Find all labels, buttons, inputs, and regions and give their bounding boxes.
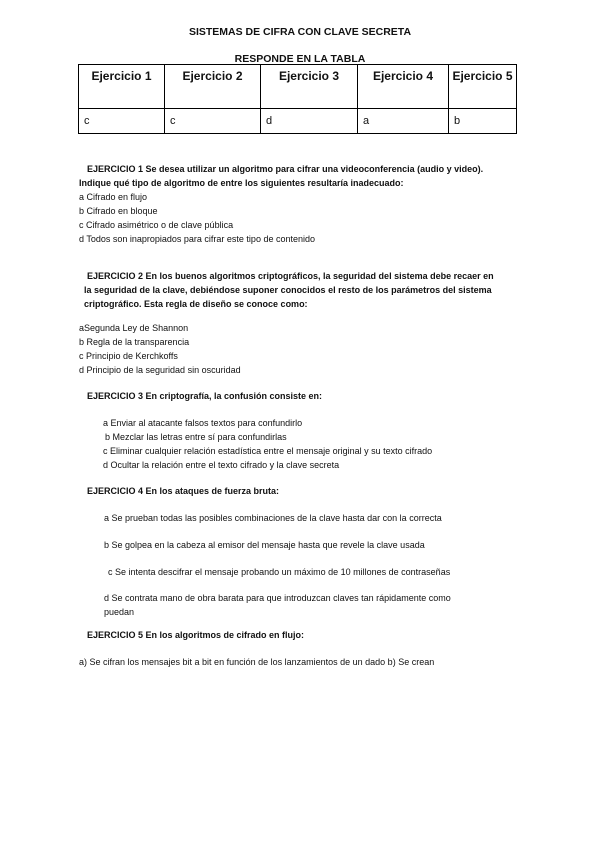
exercise-1-option-d: d Todos son inapropiados para cifrar este tipo de contenido [79, 234, 315, 244]
exercise-2-option-a: aSegunda Ley de Shannon [79, 323, 189, 333]
table-answer-row [79, 109, 517, 134]
exercise-4-option-c: c Se intenta descifrar el mensaje probando un máximo de 10 millones de contraseñas [108, 567, 451, 577]
exercise-2-option-c: c Principio de Kerchkoffs [79, 351, 178, 361]
header-ejercicio-5: Ejercicio 5 [449, 65, 517, 109]
answer-ejercicio-1[interactable]: c [79, 109, 165, 134]
answer-ejercicio-2[interactable]: c [165, 109, 261, 134]
exercise-2-question-line-1: EJERCICIO 2 En los buenos algoritmos criptográficos, la seguridad del sistema debe recaer en [87, 271, 494, 281]
header-ejercicio-4: Ejercicio 4 [358, 65, 449, 109]
exercise-1-question-line-1: EJERCICIO 1 Se desea utilizar un algoritmo para cifrar una videoconferencia (audio y video). [87, 164, 484, 174]
exercise-5-question: EJERCICIO 5 En los algoritmos de cifrado en flujo: [87, 630, 305, 640]
exercise-3-question: EJERCICIO 3 En criptografía, la confusión consiste en: [87, 391, 323, 401]
answer-ejercicio-5[interactable]: b [449, 109, 517, 134]
exercise-3-option-c: c Eliminar cualquier relación estadística entre el mensaje original y su texto cifrado [103, 446, 433, 456]
exercise-1-option-a: a Cifrado en flujo [79, 192, 148, 202]
exercise-4-option-d-line-1: d Se contrata mano de obra barata para que introduzcan claves tan rápidamente como [104, 593, 451, 603]
header-ejercicio-2: Ejercicio 2 [165, 65, 261, 109]
exercise-2-question-line-2: la seguridad de la clave, debiéndose suponer conocidos el resto de los parámetros del sistema [84, 285, 492, 295]
header-ejercicio-1: Ejercicio 1 [79, 65, 165, 109]
exercise-4-option-b: b Se golpea en la cabeza al emisor del mensaje hasta que revele la clave usada [104, 540, 425, 550]
exercise-4-option-a: a Se prueban todas las posibles combinaciones de la clave hasta dar con la correcta [104, 513, 442, 523]
header-ejercicio-3: Ejercicio 3 [261, 65, 358, 109]
exercise-2-question-line-3: criptográfico. Esta regla de diseño se conoce como: [84, 299, 308, 309]
exercise-2-option-d: d Principio de la seguridad sin oscuridad [79, 365, 241, 375]
exercise-4-question: EJERCICIO 4 En los ataques de fuerza bruta: [87, 486, 280, 496]
exercise-3-option-a: a Enviar al atacante falsos textos para confundirlo [103, 418, 303, 428]
exercise-2-option-b: b Regla de la transparencia [79, 337, 190, 347]
exercise-1-option-b: b Cifrado en bloque [79, 206, 158, 216]
table-header-row [79, 65, 517, 109]
table-instruction: RESPONDE EN LA TABLA [234, 53, 366, 65]
answer-ejercicio-4[interactable]: a [358, 109, 449, 134]
document-title: SISTEMAS DE CIFRA CON CLAVE SECRETA [188, 26, 412, 38]
exercise-1-option-c: c Cifrado asimétrico o de clave pública [79, 220, 234, 230]
exercise-1-question-line-2: Indique qué tipo de algoritmo de entre los siguientes resultaría inadecuado: [79, 178, 404, 188]
answer-ejercicio-3[interactable]: d [261, 109, 358, 134]
exercise-4-option-d-line-2: puedan [104, 607, 135, 617]
exercise-3-option-b: b Mezclar las letras entre sí para confundirlas [105, 432, 287, 442]
exercise-5-option-a: a) Se cifran los mensajes bit a bit en función de los lanzamientos de un dado b) Se crean [79, 657, 435, 667]
answers-table [78, 64, 517, 134]
exercise-3-option-d: d Ocultar la relación entre el texto cifrado y la clave secreta [103, 460, 340, 470]
